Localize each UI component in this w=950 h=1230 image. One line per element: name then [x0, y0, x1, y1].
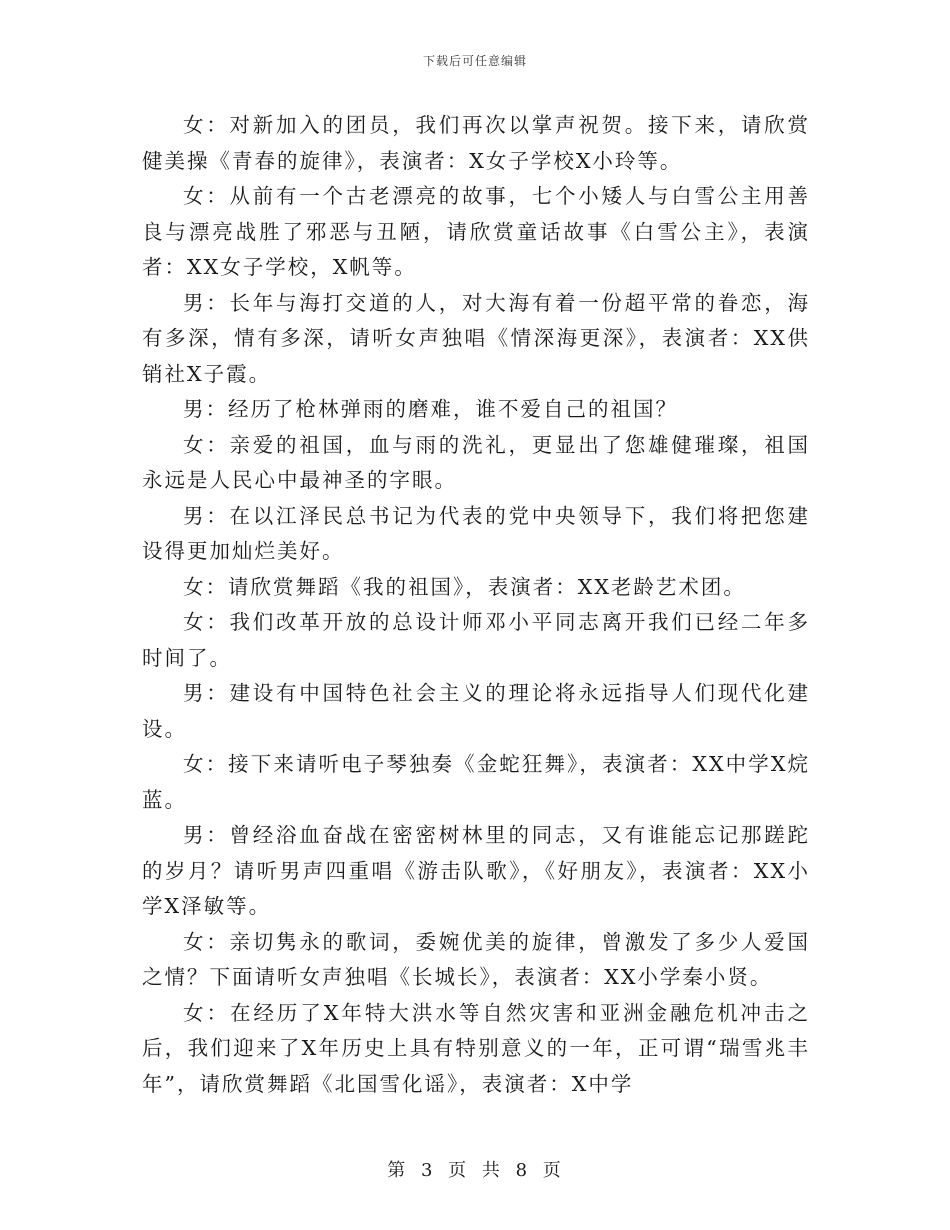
paragraph: 女：从前有一个古老漂亮的故事，七个小矮人与白雪公主用善良与漂亮战胜了邪恶与丑陋，请欣赏童话故事《白雪公主》，表演者：XX女子学校，X帆等。	[142, 184, 810, 279]
paragraph: 男：长年与海打交道的人，对大海有着一份超平常的眷恋，海有多深，情有多深，请听女声独唱《情深海更深》，表演者：XX供销社X子霞。	[142, 290, 810, 386]
paragraph: 女：亲爱的祖国，血与雨的洗礼，更显出了您雄健璀璨，祖国永远是人民心中最神圣的字眼。	[142, 432, 810, 492]
paragraph: 女：亲切隽永的歌词，委婉优美的旋律，曾激发了多少人爱国之情？下面请听女声独唱《长城长》，表演者：XX小学秦小贤。	[142, 929, 810, 989]
paragraph: 男：在以江泽民总书记为代表的党中央领导下，我们将把您建设得更加灿烂美好。	[142, 503, 810, 563]
paragraph: 女：接下来请听电子琴独奏《金蛇狂舞》，表演者：XX中学X烷蓝。	[142, 752, 810, 812]
paragraph: 女：我们改革开放的总设计师邓小平同志离开我们已经二年多时间了。	[142, 610, 810, 670]
paragraph: 男：经历了枪林弹雨的磨难，谁不爱自己的祖国？	[183, 397, 678, 421]
document-body	[142, 108, 810, 1102]
page-header-note: 下载后可任意编辑	[422, 54, 527, 68]
page-number: 第 3 页 共 8 页	[387, 1160, 563, 1181]
paragraph: 男：建设有中国特色社会主义的理论将永远指导人们现代化建设。	[142, 681, 810, 741]
paragraph: 女：对新加入的团员，我们再次以掌声祝贺。接下来，请欣赏健美操《青春的旋律》，表演者：X女子学校X小玲等。	[142, 113, 810, 173]
paragraph: 男：曾经浴血奋战在密密树林里的同志，又有谁能忘记那蹉跎的岁月？请听男声四重唱《游击队歌》，《好朋友》，表演者：XX小学X泽敏等。	[142, 823, 810, 918]
paragraph: 女：在经历了X年特大洪水等自然灾害和亚洲金融危机冲击之后，我们迎来了X年历史上具有特别意义的一年，正可谓“瑞雪兆丰年”，请欣赏舞蹈《北国雪化谣》，表演者：X中学	[142, 1000, 810, 1096]
paragraph: 女：请欣赏舞蹈《我的祖国》，表演者：XX老龄艺术团。	[183, 574, 746, 599]
